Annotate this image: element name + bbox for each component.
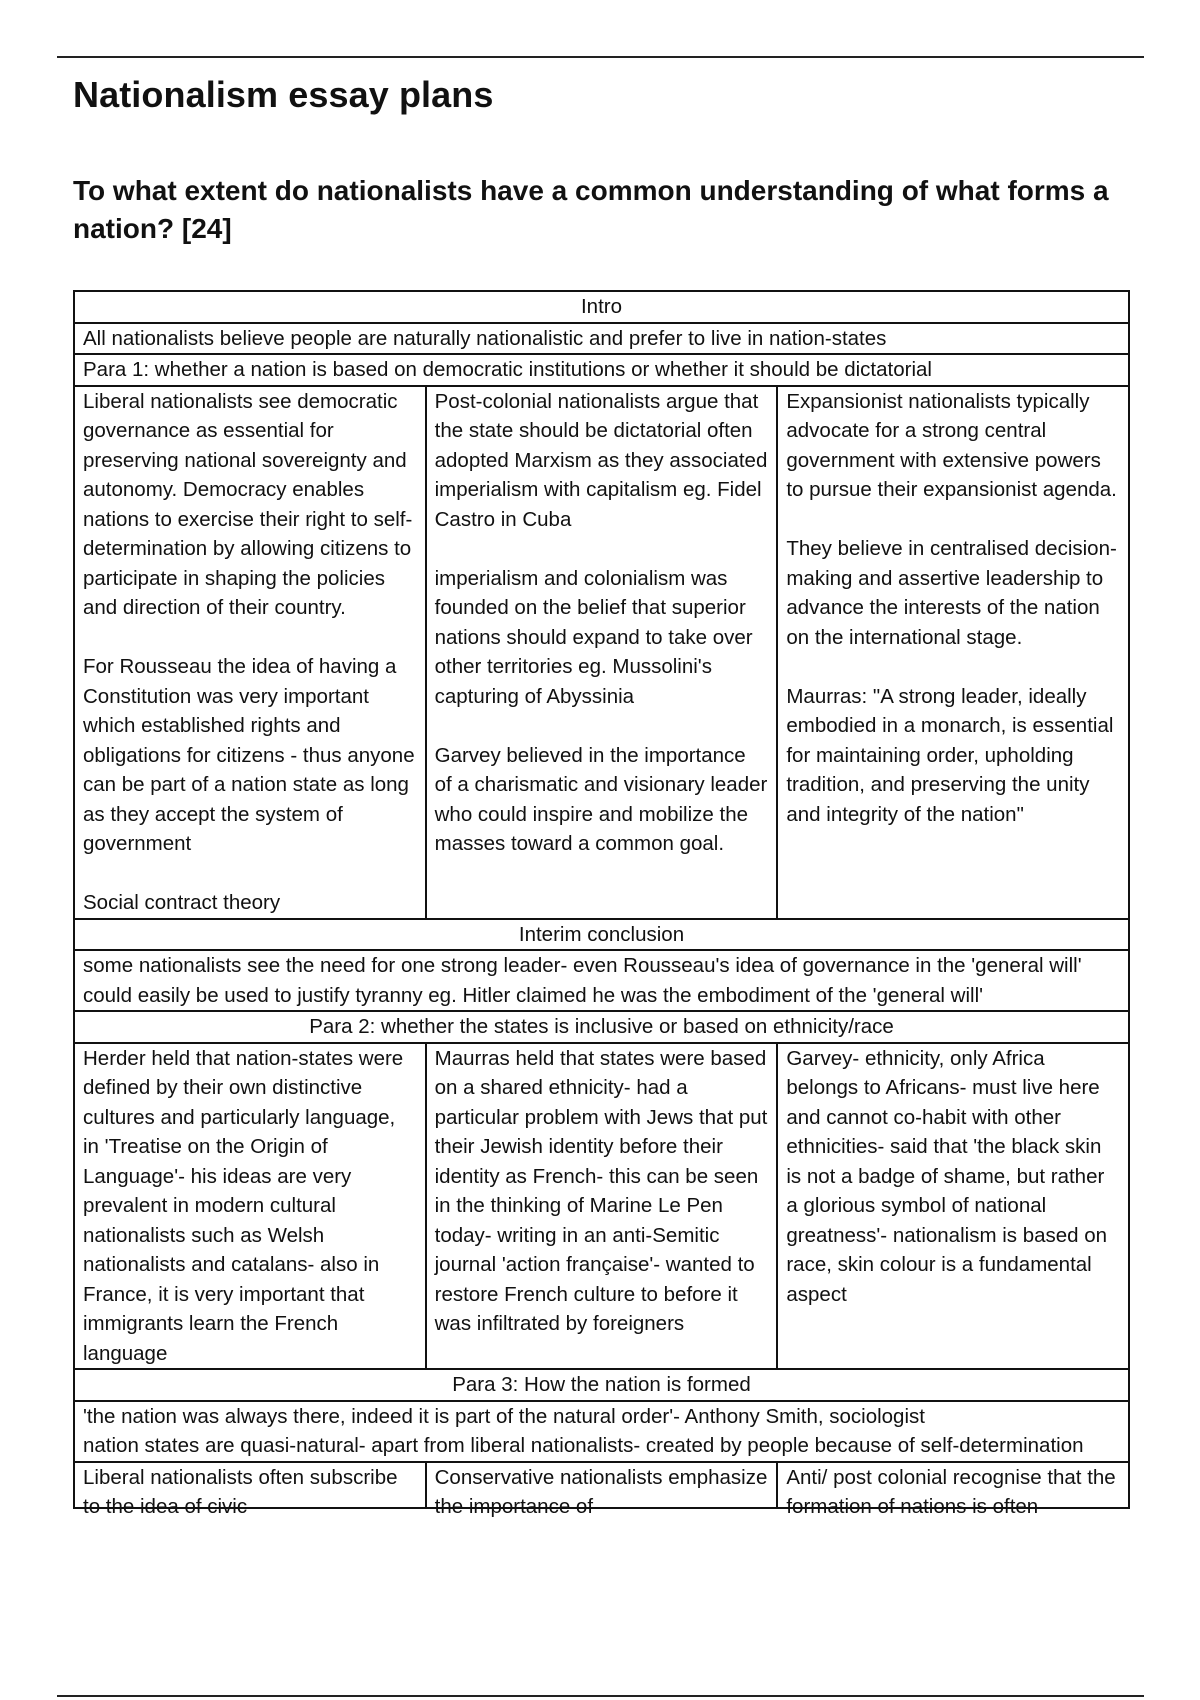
para3-liberal-text: Liberal nationalists often subscribe to the idea of civic [83,1465,398,1518]
table-row [74,1011,1129,1043]
para3-text: 'the nation was always there, indeed it is part of the natural order'- Anthony Smith, sociologist nation states are quasi-natural- apart from liberal nationalists- created by people because of self-determination [74,1401,1129,1462]
table-row [74,950,1129,1011]
para2-maurras-cell: Maurras held that states were based on a shared ethnicity- had a particular problem with Jews that put their Jewish identity before their identity as French- this can be seen in the thinking of Marine Le Pen today- writing in an anti-Semitic journal 'action française'- wanted to restore French culture to before it was infiltrated by foreigners [426,1043,778,1370]
para2-heading: Para 2: whether the states is inclusive or based on ethnicity/race [74,1011,1129,1043]
essay-plan-table [73,290,1130,1518]
table-row [74,291,1129,323]
table-row [74,323,1129,355]
page-title: Nationalism essay plans [73,74,494,115]
interim-text: some nationalists see the need for one strong leader- even Rousseau's idea of governance in the 'general will' could easily be used to justify tyranny eg. Hitler claimed he was the embodiment of the 'general will' [74,950,1129,1011]
para1-expansionist-cell: Expansionist nationalists typically advocate for a strong central government with extensive powers to pursue their expansionist agenda. They believe in centralised decision-making and assertive leadership to advance the interests of the nation on the international stage. Maurras: "A strong leader, ideally embodied in a monarch, is essential for maintaining order, upholding tradition, and preserving the unity and integrity of the nation" [777,386,1129,919]
para1-heading: Para 1: whether a nation is based on democratic institutions or whether it should be dictatorial [74,354,1129,386]
table-row [74,1369,1129,1401]
para3-heading: Para 3: How the nation is formed [74,1369,1129,1401]
table-row [74,919,1129,951]
bottom-rule [57,1695,1144,1697]
para3-anticolonial-cell [777,1462,1129,1518]
table-row [74,1462,1129,1508]
para1-postcolonial-cell: Post-colonial nationalists argue that the state should be dictatorial often adopted Marxism as they associated imperialism with capitalism eg. Fidel Castro in Cuba imperialism and colonialism was founded on the belief that superior nations should expand to take over other territories eg. Mussolini's capturing of Abyssinia Garvey believed in the importance of a charismatic and visionary leader who could inspire and mobilize the masses toward a common goal. [426,386,778,919]
table-row [74,386,1129,919]
table-row [74,354,1129,386]
para3-conservative-text: Conservative nationalists emphasize the importance of [434,1465,768,1518]
para3-anticolonial-text: Anti/ post colonial recognise that the formation of nations is often [786,1465,1116,1518]
table-row [74,1401,1129,1462]
para3-liberal-cell [74,1462,426,1518]
table-row [74,1043,1129,1370]
intro-text: All nationalists believe people are naturally nationalistic and prefer to live in nation-states [74,323,1129,355]
para2-garvey-cell: Garvey- ethnicity, only Africa belongs to Africans- must live here and cannot co-habit with other ethnicities- said that 'the black skin is not a badge of shame, but rather a glorious symbol of national greatness'- nationalism is based on race, skin colour is a fundamental aspect [777,1043,1129,1370]
para3-conservative-cell [426,1462,778,1518]
essay-question: To what extent do nationalists have a common understanding of what forms a nation? [24] [73,175,1109,244]
para2-herder-cell: Herder held that nation-states were defined by their own distinctive cultures and particularly language, in 'Treatise on the Origin of Language'- his ideas are very prevalent in modern cultural nationalists such as Welsh nationalists and catalans- also in France, it is very important that immigrants learn the French language [74,1043,426,1370]
top-rule [57,56,1144,58]
para1-liberal-cell: Liberal nationalists see democratic governance as essential for preserving national sovereignty and autonomy. Democracy enables nations to exercise their right to self-determination by allowing citizens to participate in shaping the policies and direction of their country. For Rousseau the idea of having a Constitution was very important which established rights and obligations for citizens - thus anyone can be part of a nation state as long as they accept the system of government Social contract theory [74,386,426,919]
interim-heading: Interim conclusion [74,919,1129,951]
intro-heading: Intro [74,291,1129,323]
